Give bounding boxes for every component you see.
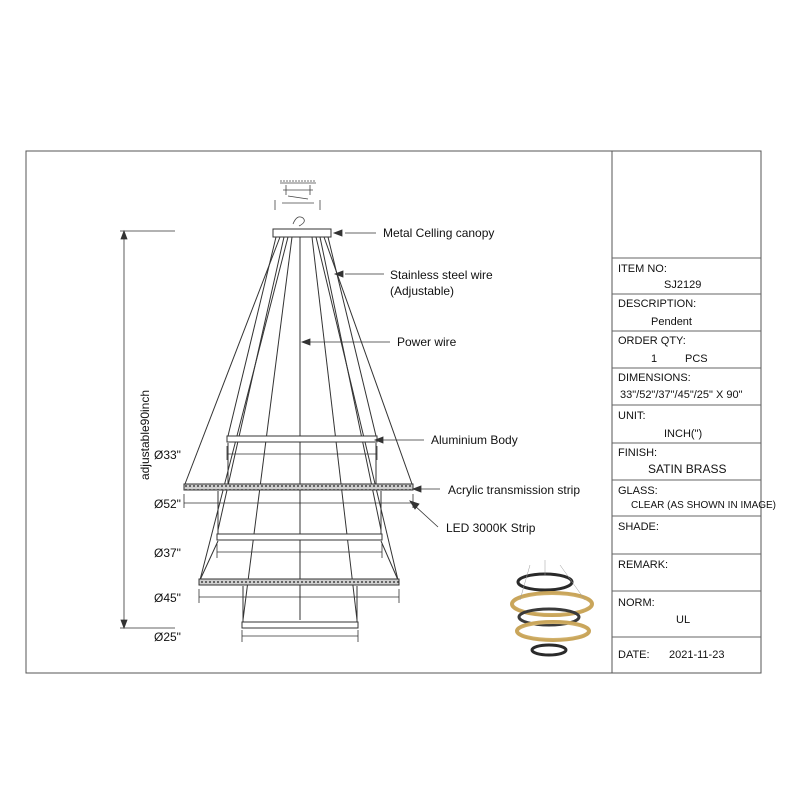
mounting-detail-icon [275, 181, 320, 226]
remark-label: REMARK: [618, 559, 669, 571]
item-no-value: SJ2129 [664, 279, 702, 291]
finish-value: SATIN BRASS [648, 462, 727, 476]
dimensions-label: DIMENSIONS: [618, 372, 691, 384]
diameter-45: Ø45" [154, 591, 181, 605]
norm-value: UL [676, 614, 691, 626]
diameter-52: Ø52" [154, 497, 181, 511]
date-label: DATE: [618, 649, 650, 661]
unit-value: INCH(") [664, 428, 703, 440]
diameter-33: Ø33" [154, 448, 181, 462]
diameter-37: Ø37" [154, 546, 181, 560]
label-height: adjustable90inch [138, 389, 152, 481]
diameter-25: Ø25" [154, 630, 181, 644]
ring-25 [242, 622, 358, 628]
order-qty-value: 1 [651, 353, 658, 365]
label-power-wire: Power wire [397, 335, 457, 349]
label-wire: Stainless steel wire [390, 268, 493, 282]
glass-label: GLASS: [618, 485, 658, 497]
ring-45 [199, 579, 399, 585]
label-canopy: Metal Celling canopy [383, 226, 495, 240]
order-qty-unit: PCS [685, 353, 708, 365]
ring-52 [184, 484, 413, 490]
suspension-wires [185, 237, 412, 622]
dimensions-value: 33"/52"/37"/45"/25" X 90" [620, 389, 743, 401]
canopy-shape [273, 229, 331, 237]
norm-label: NORM: [618, 597, 655, 609]
ring-37 [217, 534, 382, 540]
label-wire-note: (Adjustable) [390, 284, 455, 298]
order-qty-label: ORDER QTY: [618, 335, 686, 347]
description-value: Pendent [651, 316, 692, 328]
shade-label: SHADE: [618, 521, 659, 533]
label-led: LED 3000K Strip [446, 521, 536, 535]
glass-value: CLEAR (AS SHOWN IN IMAGE) [631, 500, 777, 511]
item-no-label: ITEM NO: [618, 263, 667, 275]
finish-label: FINISH: [618, 447, 658, 459]
date-value: 2021-11-23 [669, 649, 725, 661]
unit-label: UNIT: [618, 410, 646, 422]
product-thumbnail [512, 560, 592, 655]
ring-33 [227, 436, 377, 442]
description-label: DESCRIPTION: [618, 298, 697, 310]
label-acrylic: Acrylic transmission strip [448, 483, 581, 497]
diameter-dimensions [184, 446, 413, 642]
label-aluminium: Aluminium Body [431, 433, 518, 447]
